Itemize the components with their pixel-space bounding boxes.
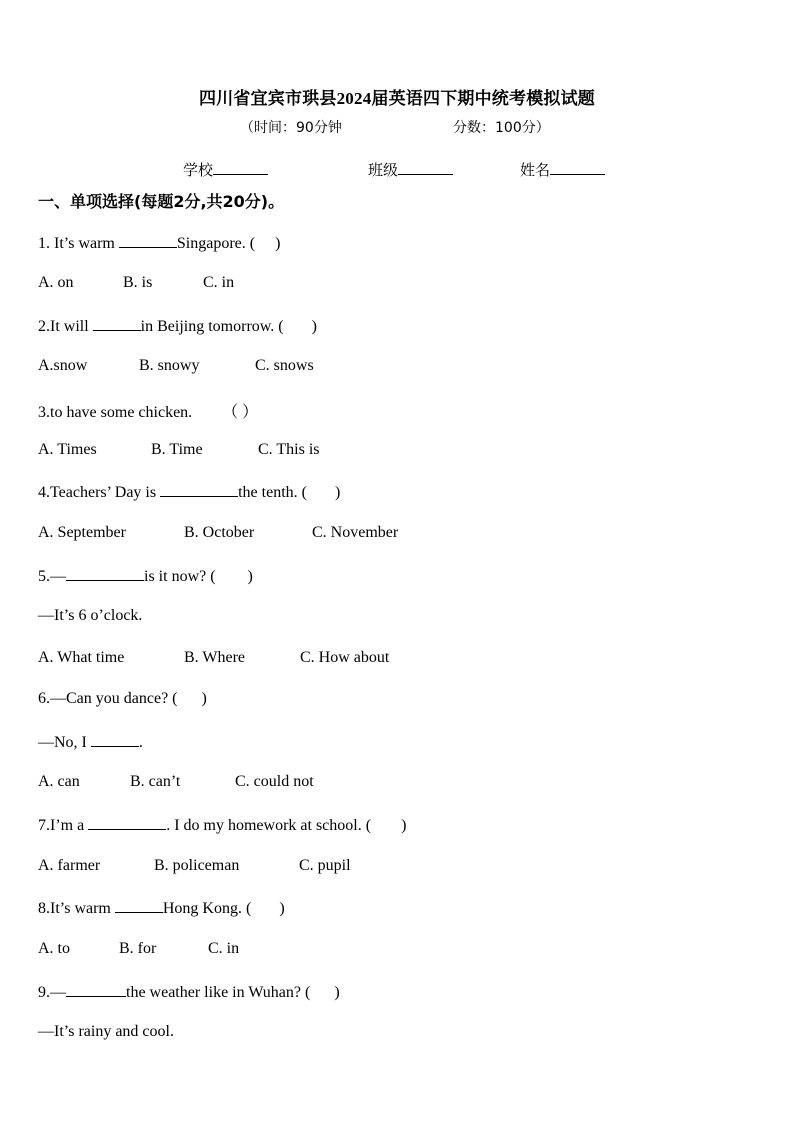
school-label: 学校 (183, 161, 214, 179)
option-c[interactable]: C. in (203, 274, 235, 291)
options-5 (38, 649, 389, 667)
options-8 (38, 940, 239, 958)
option-b[interactable]: B. policeman (154, 857, 240, 874)
option-c[interactable]: C. How about (300, 649, 390, 666)
question-stem: 6.—Can you dance? ( (38, 690, 178, 707)
question-8 (38, 898, 285, 918)
question-9 (38, 982, 340, 1002)
question-1 (38, 233, 280, 253)
question-stem: Singapore. ( (176, 235, 256, 252)
question-stem: is it now? ( (144, 568, 216, 585)
option-c[interactable]: C. in (208, 940, 240, 957)
option-a[interactable]: A. Times (38, 441, 97, 458)
school-field (183, 159, 268, 180)
option-a[interactable]: A. to (38, 940, 70, 957)
question-4 (38, 482, 340, 502)
option-c[interactable]: C. could not (235, 773, 314, 790)
option-c[interactable]: C. pupil (299, 857, 351, 874)
answer-blank[interactable] (66, 982, 126, 997)
option-b[interactable]: B. for (119, 940, 157, 957)
question-stem: 7.I’m a (38, 817, 89, 834)
answer-blank[interactable] (93, 316, 141, 331)
paren-close: ) (247, 568, 253, 585)
option-b[interactable]: B. is (123, 274, 153, 291)
score-info: 分数：100分） (453, 120, 550, 136)
question-stem: in Beijing tomorrow. ( (140, 318, 284, 335)
paren-close: ) (311, 318, 317, 335)
options-7 (38, 857, 351, 875)
exam-meta (240, 117, 550, 137)
name-label: 姓名 (520, 161, 551, 179)
class-field (368, 159, 453, 180)
option-c[interactable]: C. This is (258, 441, 320, 458)
option-b[interactable]: B. can’t (130, 773, 181, 790)
question-6 (38, 690, 207, 708)
paren-close: ) (334, 484, 341, 501)
question-2 (38, 316, 317, 336)
reply-6 (38, 732, 143, 752)
reply-text: . (138, 734, 143, 751)
question-stem: 2.It will (38, 318, 93, 335)
question-stem: Hong Kong. ( (162, 900, 252, 917)
question-stem: 8.It’s warm (38, 900, 115, 917)
question-stem: 4.Teachers’ Day is (38, 484, 161, 501)
page-title: 四川省宜宾市珙县2024届英语四下期中统考模拟试题 (199, 89, 595, 108)
section-heading: 一、单项选择(每题2分,共20分)。 (38, 192, 285, 211)
name-field (520, 159, 605, 180)
option-a[interactable]: A. can (38, 773, 80, 790)
reply-text: —No, I (38, 734, 91, 751)
answer-blank[interactable] (119, 233, 177, 248)
answer-blank[interactable] (115, 898, 163, 913)
option-c[interactable]: C. snows (255, 357, 314, 374)
question-stem: 5.— (38, 568, 66, 585)
option-a[interactable]: A. September (38, 524, 126, 541)
option-b[interactable]: B. Where (184, 649, 246, 666)
option-b[interactable]: B. October (184, 524, 255, 541)
paren-close: ) (275, 235, 281, 252)
options-4 (38, 524, 398, 542)
name-blank[interactable] (550, 160, 605, 175)
options-6 (38, 773, 314, 791)
answer-paren[interactable]: （ ） (222, 404, 259, 421)
option-b[interactable]: B. Time (151, 441, 203, 458)
option-a[interactable]: A. on (38, 274, 74, 291)
class-blank[interactable] (398, 160, 453, 175)
option-a[interactable]: A. farmer (38, 857, 101, 874)
option-b[interactable]: B. snowy (139, 357, 200, 374)
school-blank[interactable] (213, 160, 268, 175)
paren-close: ) (201, 690, 207, 707)
paren-close: ) (279, 900, 285, 917)
reply-9: —It’s rainy and cool. (38, 1023, 174, 1040)
question-stem: the tenth. ( (238, 484, 307, 501)
option-a[interactable]: A.snow (38, 357, 88, 374)
options-2 (38, 357, 314, 375)
answer-blank[interactable] (88, 815, 166, 830)
answer-blank[interactable] (66, 566, 144, 581)
options-1 (38, 274, 234, 292)
question-stem: 3.to have some chicken. (38, 404, 193, 421)
paren-close: ) (334, 984, 340, 1001)
question-5 (38, 566, 253, 586)
class-label: 班级 (368, 161, 399, 179)
reply-5: —It’s 6 o’clock. (38, 607, 143, 624)
answer-blank[interactable] (91, 732, 139, 747)
question-7 (38, 815, 406, 835)
question-stem: . I do my homework at school. ( (166, 817, 372, 834)
question-stem: 1. It’s warm (38, 235, 119, 252)
option-a[interactable]: A. What time (38, 649, 125, 666)
question-3 (38, 399, 258, 422)
time-info: （时间：90分钟 (240, 120, 342, 136)
options-3 (38, 441, 320, 459)
question-stem: the weather like in Wuhan? ( (126, 984, 311, 1001)
question-stem: 9.— (38, 984, 66, 1001)
paren-close: ) (401, 817, 407, 834)
option-c[interactable]: C. November (312, 524, 399, 541)
answer-blank[interactable] (160, 482, 238, 497)
